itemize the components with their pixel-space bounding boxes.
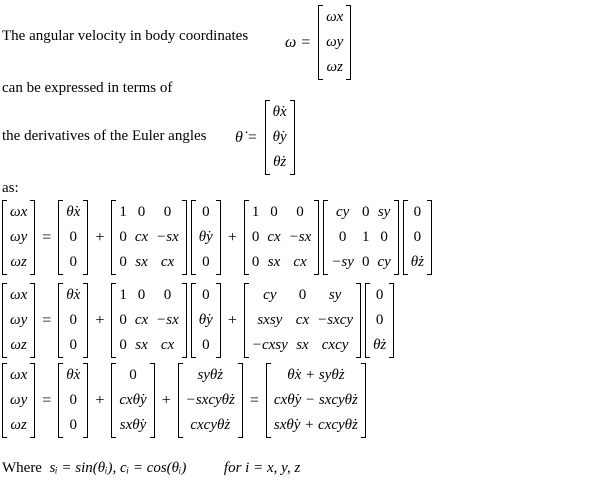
eq2-plus-2: + [227, 311, 237, 329]
matrix-cell: 0 [413, 229, 422, 245]
equation-1 [2, 200, 432, 275]
matrix-cell: 0 [202, 287, 210, 303]
matrix-cell: cx [293, 254, 307, 270]
matrix-cell: 0 [338, 229, 347, 245]
matrix-cell: ωy [326, 34, 344, 50]
matrix-cell: 0 [163, 287, 172, 303]
intro-text: The angular velocity in body coordinates [2, 28, 249, 44]
eq2-rxry [244, 283, 361, 358]
matrix-cell: −sxcyθ̇z [185, 392, 235, 408]
matrix-cell: 0 [69, 312, 78, 328]
text-line-2: can be expressed in terms of [2, 80, 173, 96]
matrix-cell: sy [328, 287, 342, 303]
theta-dot-definition [232, 100, 295, 175]
eq1-rx [111, 200, 186, 275]
eq1-v2 [191, 200, 221, 275]
matrix-cell: 0 [380, 229, 388, 245]
matrix-cell: 0 [202, 337, 210, 353]
matrix-cell: −sy [331, 254, 354, 270]
eq3-equals-2: = [249, 391, 259, 409]
text-line-1 [2, 28, 248, 45]
matrix-cell: 0 [119, 337, 127, 353]
text-line-3 [2, 128, 207, 145]
eq1-rx2 [244, 200, 319, 275]
eq1-plus-2: + [227, 228, 237, 246]
eq1-v3 [403, 200, 432, 275]
matrix-cell: syθ̇z [197, 367, 224, 383]
matrix-cell: 0 [119, 229, 127, 245]
matrix-cell: cxθ̇y [119, 392, 147, 408]
matrix-cell: −sx [156, 229, 179, 245]
eq1-equals: = [42, 228, 52, 246]
matrix-cell: cx [295, 312, 310, 328]
matrix-cell: cx [160, 254, 175, 270]
matrix-cell: ωz [10, 337, 27, 353]
matrix-cell: θ̇y [272, 129, 287, 145]
matrix-cell: sxθ̇y [119, 417, 147, 433]
matrix-cell: 1 [361, 229, 370, 245]
matrix-cell: 0 [69, 229, 78, 245]
matrix-cell: cx [160, 337, 175, 353]
matrix-cell: sx [135, 254, 148, 270]
matrix-cell: θ̇z [410, 254, 424, 270]
matrix-cell: θ̇z [273, 154, 287, 170]
equation-3 [2, 363, 366, 438]
matrix-cell: 0 [375, 287, 384, 303]
eq3-plus-1: + [95, 391, 105, 409]
eq3-t2 [111, 363, 154, 438]
matrix-cell: θ̇z [373, 337, 387, 353]
matrix-cell: 0 [119, 254, 127, 270]
eq3-t1 [58, 363, 88, 438]
matrix-cell: 0 [375, 312, 384, 328]
where-definition: sᵢ = sin(θᵢ), cᵢ = cos(θᵢ) [49, 460, 187, 476]
matrix-cell: cxcyθ̇z [190, 417, 231, 433]
text-line-4: as: [2, 180, 19, 196]
eq2-plus-1: + [95, 311, 105, 329]
eq3-lhs [2, 363, 35, 438]
omega-equals: ω = [285, 33, 312, 51]
matrix-cell: 1 [119, 204, 127, 220]
matrix-cell: 0 [69, 254, 78, 270]
matrix-cell: ωy [10, 392, 28, 408]
matrix-cell: 0 [129, 367, 137, 383]
matrix-cell: cy [377, 254, 391, 270]
matrix-cell: ωy [10, 312, 28, 328]
eq1-plus-1: + [95, 228, 105, 246]
eq2-lhs [2, 283, 35, 358]
matrix-cell: −cxsy [251, 337, 288, 353]
where-line [2, 460, 300, 477]
matrix-cell: 0 [69, 337, 78, 353]
eq2-v3 [365, 283, 394, 358]
eq2-rx [111, 283, 186, 358]
matrix-cell: 0 [270, 204, 278, 220]
matrix-cell: 0 [163, 204, 172, 220]
matrix-cell: 0 [69, 392, 78, 408]
matrix-cell: 0 [361, 204, 370, 220]
matrix-cell: 0 [361, 254, 370, 270]
theta-equals: θ̇ = [235, 128, 258, 146]
matrix-cell: 0 [137, 287, 146, 303]
matrix-cell: cxθ̇y − sxcyθ̇z [273, 392, 358, 408]
equation-2 [2, 283, 394, 358]
matrix-cell: 0 [298, 287, 307, 303]
matrix-cell: cy [263, 287, 277, 303]
matrix-cell: 1 [119, 287, 127, 303]
matrix-cell: ωz [326, 59, 343, 75]
matrix-cell: θ̇x [272, 104, 287, 120]
matrix-cell: 0 [251, 254, 260, 270]
matrix-cell: ωz [10, 417, 27, 433]
matrix-cell: 0 [137, 204, 146, 220]
eq2-v2 [191, 283, 221, 358]
eq2-t1 [58, 283, 88, 358]
omega-definition [282, 5, 351, 80]
eq1-t1 [58, 200, 88, 275]
matrix-cell: sxθ̇y + cxcyθ̇z [273, 417, 358, 433]
matrix-cell: θ̇x [66, 367, 81, 383]
matrix-cell: 0 [69, 417, 78, 433]
matrix-cell: θ̇x + syθ̇z [287, 367, 345, 383]
matrix-cell: ωz [10, 254, 27, 270]
for-label: for i = x, y, z [223, 460, 301, 476]
matrix-cell: −sx [288, 229, 312, 245]
matrix-cell: sx [267, 254, 281, 270]
matrix-cell: −sxcy [317, 312, 354, 328]
matrix-cell: θ̇x [66, 287, 81, 303]
matrix-cell: 0 [413, 204, 422, 220]
matrix-cell: 0 [119, 312, 127, 328]
matrix-cell: ωx [10, 287, 28, 303]
theta-dot-vector [265, 100, 295, 175]
eq1-ry [323, 200, 398, 275]
matrix-cell: cx [134, 312, 149, 328]
matrix-cell: −sx [156, 312, 179, 328]
where-label: Where [2, 460, 42, 476]
matrix-cell: θ̇x [66, 204, 81, 220]
matrix-cell: ωx [10, 367, 28, 383]
matrix-cell: θ̇y [198, 312, 213, 328]
matrix-cell: sx [296, 337, 309, 353]
eq2-equals: = [42, 311, 52, 329]
eq3-t3 [178, 363, 243, 438]
matrix-cell: cx [134, 229, 149, 245]
matrix-cell: ωx [326, 9, 344, 25]
matrix-cell: 0 [296, 204, 304, 220]
eq3-equals: = [42, 391, 52, 409]
matrix-cell: ωx [10, 204, 28, 220]
euler-text: the derivatives of the Euler angles [2, 128, 207, 144]
matrix-cell: sxsy [257, 312, 283, 328]
matrix-cell: 0 [202, 204, 210, 220]
matrix-cell: sx [135, 337, 148, 353]
matrix-cell: cy [335, 204, 350, 220]
matrix-cell: 1 [251, 204, 260, 220]
matrix-cell: sy [377, 204, 391, 220]
matrix-cell: 0 [251, 229, 260, 245]
matrix-cell: cx [267, 229, 281, 245]
matrix-cell: 0 [202, 254, 210, 270]
eq3-plus-2: + [161, 391, 171, 409]
eq1-lhs [2, 200, 35, 275]
matrix-cell: cxcy [321, 337, 349, 353]
matrix-cell: ωy [10, 229, 28, 245]
eq3-rhs [266, 363, 366, 438]
matrix-cell: θ̇y [198, 229, 213, 245]
omega-vector [318, 5, 351, 80]
